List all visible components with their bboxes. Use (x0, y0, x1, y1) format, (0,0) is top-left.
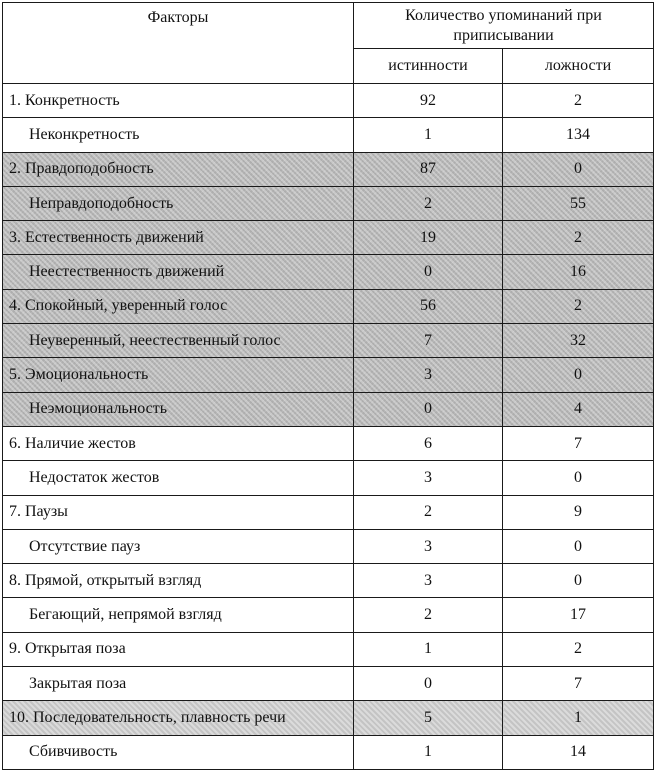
falsity-count: 0 (503, 358, 654, 392)
table-row (3, 289, 654, 323)
table-row (3, 735, 654, 769)
truth-count: 3 (354, 358, 503, 392)
truth-count: 2 (354, 598, 503, 632)
factor-label: 8. Прямой, открытый взгляд (3, 564, 354, 598)
table-row (3, 426, 654, 460)
factor-label: Закрытая поза (3, 667, 354, 701)
factor-label: Недостаток жестов (3, 461, 354, 495)
factor-label: Отсутствие пауз (3, 529, 354, 563)
header-mentions-group: Количество упоминаний при приписывании (354, 3, 654, 49)
truth-count: 87 (354, 152, 503, 186)
table-row (3, 701, 654, 735)
falsity-count: 16 (503, 255, 654, 289)
factor-label: 1. Конкретность (3, 84, 354, 118)
factor-label: Бегающий, непрямой взгляд (3, 598, 354, 632)
falsity-count: 0 (503, 461, 654, 495)
table-row (3, 186, 654, 220)
factor-label: Неправдоподобность (3, 186, 354, 220)
truth-count: 19 (354, 221, 503, 255)
truth-count: 0 (354, 392, 503, 426)
truth-count: 7 (354, 324, 503, 358)
falsity-count: 9 (503, 495, 654, 529)
table-row (3, 461, 654, 495)
truth-count: 0 (354, 255, 503, 289)
falsity-count: 1 (503, 701, 654, 735)
truth-count: 56 (354, 289, 503, 323)
factor-label: Неуверенный, неестественный голос (3, 324, 354, 358)
falsity-count: 2 (503, 221, 654, 255)
falsity-count: 2 (503, 289, 654, 323)
table-row (3, 598, 654, 632)
factor-label: 5. Эмоциональность (3, 358, 354, 392)
truth-count: 1 (354, 735, 503, 769)
table-row (3, 564, 654, 598)
truth-count: 3 (354, 529, 503, 563)
truth-count: 1 (354, 118, 503, 152)
header-factors: Факторы (3, 3, 354, 84)
factor-label: Неестественность движений (3, 255, 354, 289)
table-row (3, 495, 654, 529)
table-row (3, 324, 654, 358)
table-row (3, 118, 654, 152)
falsity-count: 14 (503, 735, 654, 769)
falsity-count: 2 (503, 84, 654, 118)
header-falsity-column: ложности (503, 48, 654, 83)
truth-count: 3 (354, 564, 503, 598)
factor-label: 2. Правдоподобность (3, 152, 354, 186)
falsity-count: 4 (503, 392, 654, 426)
header-truth-column: истинности (354, 48, 503, 83)
table-row (3, 358, 654, 392)
factor-label: Сбивчивость (3, 735, 354, 769)
factor-label: 6. Наличие жестов (3, 426, 354, 460)
truth-count: 92 (354, 84, 503, 118)
falsity-count: 0 (503, 152, 654, 186)
table-row (3, 255, 654, 289)
truth-count: 2 (354, 495, 503, 529)
table-row (3, 392, 654, 426)
table-row (3, 632, 654, 666)
factor-label: 10. Последовательность, плавность речи (3, 701, 354, 735)
factor-label: Неэмоциональность (3, 392, 354, 426)
factor-label: Неконкретность (3, 118, 354, 152)
falsity-count: 2 (503, 632, 654, 666)
falsity-count: 32 (503, 324, 654, 358)
truth-count: 0 (354, 667, 503, 701)
factor-label: 9. Открытая поза (3, 632, 354, 666)
falsity-count: 17 (503, 598, 654, 632)
factor-label: 3. Естественность движений (3, 221, 354, 255)
falsity-count: 0 (503, 529, 654, 563)
factor-label: 7. Паузы (3, 495, 354, 529)
falsity-count: 7 (503, 426, 654, 460)
falsity-count: 0 (503, 564, 654, 598)
truth-count: 5 (354, 701, 503, 735)
factors-table (2, 2, 654, 770)
falsity-count: 55 (503, 186, 654, 220)
table-row (3, 221, 654, 255)
truth-count: 6 (354, 426, 503, 460)
factor-label: 4. Спокойный, уверенный голос (3, 289, 354, 323)
table-row (3, 84, 654, 118)
table-row (3, 667, 654, 701)
truth-count: 2 (354, 186, 503, 220)
table-row (3, 529, 654, 563)
falsity-count: 134 (503, 118, 654, 152)
truth-count: 1 (354, 632, 503, 666)
truth-count: 3 (354, 461, 503, 495)
factors-table-page (2, 2, 653, 770)
table-row (3, 152, 654, 186)
falsity-count: 7 (503, 667, 654, 701)
